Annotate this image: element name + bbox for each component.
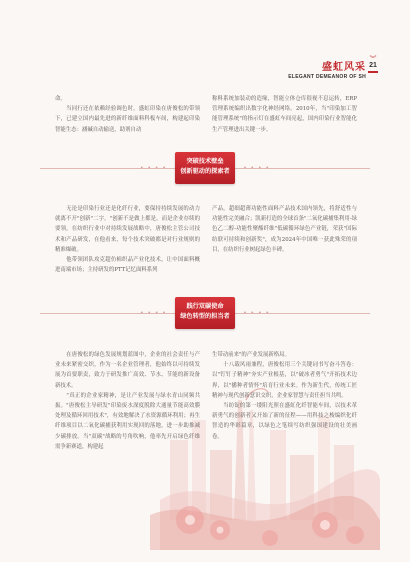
section2-right-paragraph: 生带动前来"的产业发展新格局。 十八载风雨兼程，唐俊松用三个关键词书写奋斗答卷：以"钉钉子精神"夯实产业根基，以"破冰者勇气"开拓技术边界，以"播种者情怀"培育行业未来。作为新生代，传统工匠精神与现代创新意识交织，企业家智慧与责任担当共鸣。 当纺锭的第一缕阳光照在盛虹化纤智能车间，以技术革新勇气的创新者又开始了新的征程——用科技之梭编织化纤智造的华彩篇章，以绿色之笔续写纺织强国建设的壮美画卷。 — [212, 352, 357, 440]
section1-left-paragraph: 无论是印染行业还是化纤行业，要保持持续发展的动力就离不开"创新"二字。"创新不是做上都是，而是企业存续的要领，在纺织行业中对持续发展战略中，唐俊松主管公司技术和产品研发，在他看来，每个技术突破都是对行业规则的精准爆破。 他带领团队攻克超仿棉织品产业化技术，让中国面料概进南端市场；主持研发的PTT记忆面料系列 — [55, 206, 200, 274]
chevron-down-icon: ︾ — [369, 55, 377, 63]
banner-dots-left: • • • • — [140, 165, 167, 172]
page-number-underline — [368, 71, 378, 73]
section-title-line2: 绿色转型的担当者 — [180, 313, 230, 320]
section-title-line1: 突破技术壁垒 — [186, 158, 224, 165]
banner-dots-right: • • • • — [243, 165, 270, 172]
header-brand — [288, 58, 366, 80]
section-banner-2 — [40, 295, 370, 333]
section-title-box — [175, 152, 235, 184]
section-title-line2: 创新驱动的探索者 — [180, 168, 230, 175]
banner-dots-right: • • • • — [243, 310, 270, 317]
top-right-paragraph: 称料系统加装动的造缘，智能立体仓库很视不息运转，ERP管理系统编织出数字化神经网络。2010年，当"印染加工智能管理系统"的指示灯在盛虹车间亮起，国内印染行业智能化生产管理进出关键一步。 — [212, 96, 357, 133]
header-subtitle: ELEGANT DEMEANOR OF SH — [288, 74, 366, 80]
section1-right-paragraph: 产品，超细超薄功能性面料产品技术国内领先，将舒适性与功能性完美融合；凯新打造的全球首条"二氧化碳捕集利用-绿色乙二醇-功能性聚酯纤维"低碳循环绿色产业链，荣获"国际纺联可持续和创新奖"，成为2024年中国唯一获此殊荣的项目，在纺织行业树起绿色丰碑。 — [212, 206, 357, 253]
top-left-paragraph: 命。 当同行还在依赖经验调色时，盛虹印染在唐俊松的带领下，已建立国内最先进的新纤维面料科板车间，构建起印染智能生态：涵碱自动输送，助剂自动 — [55, 96, 200, 133]
header-title: 盛虹风采 — [322, 62, 366, 73]
section-title-box — [175, 297, 235, 329]
page-number: 21 — [369, 62, 377, 69]
section-title-line1: 践行双碳使命 — [186, 303, 224, 310]
section-banner-1 — [40, 150, 370, 188]
section2-left-paragraph: 在唐俊松的绿色发展规划蓝图中，企业的社会责任与产业未来紧密交织，作为一名企业管理者，他始终以可持续发展为首要职责，致力于研发推广高效、节水、节能的新设备新技术。 "真正的企业家精神，是让产业发展与绿水青山同频共振。"唐俊松主导研发"印染废水深度脱除大通量节能高效膜处理及循环回用技术"，有效地解决了水资源循环利用；再生纤维项目以二氧化碳捕获利用实现回的落地，进一步助推减少碳排放。当"双碳"战略的号角吹响，他率先开启绿色纤维需争新赛道，构建起 — [55, 352, 200, 450]
banner-dots-left: • • • • — [140, 310, 167, 317]
page-number-block — [366, 56, 380, 73]
